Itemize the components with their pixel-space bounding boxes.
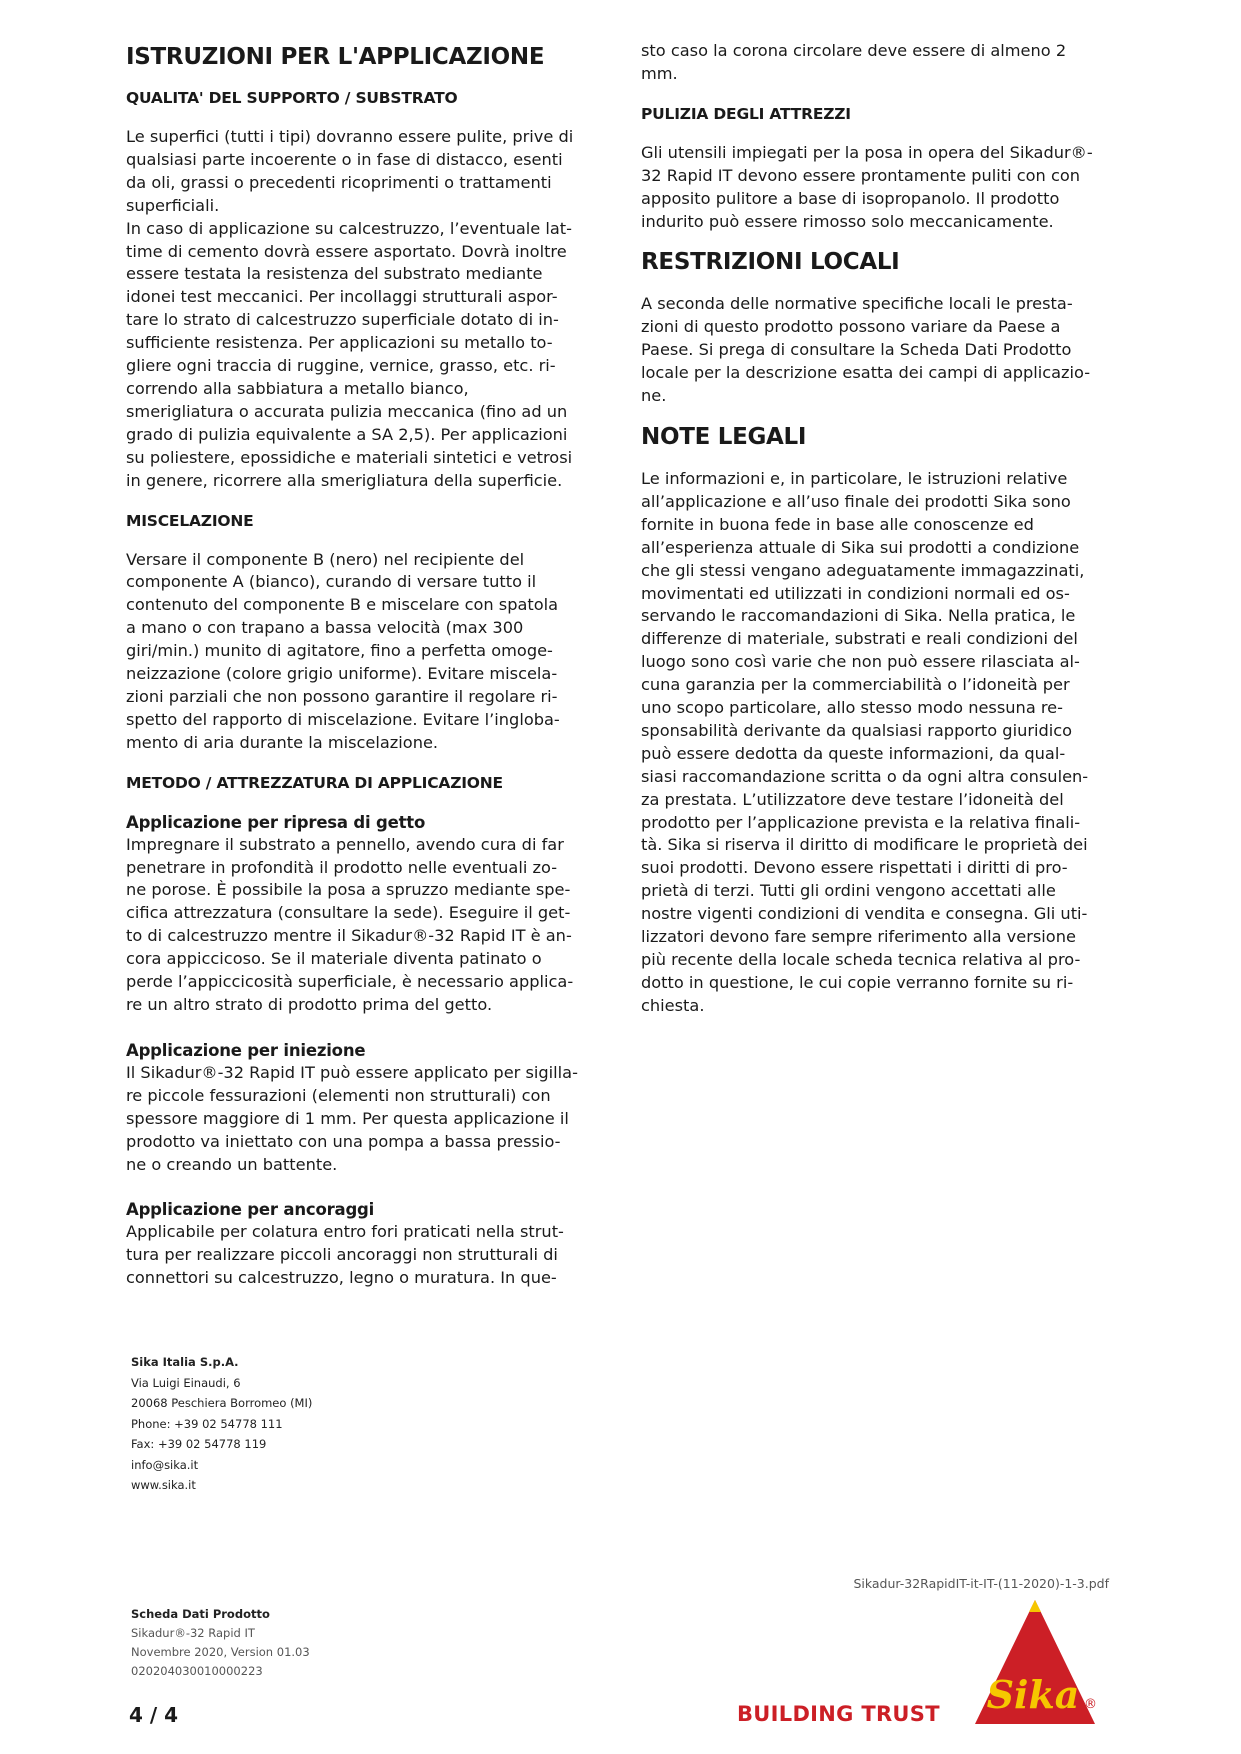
company-name: Sika Italia S.p.A.: [131, 1355, 239, 1369]
application-subheading: Applicazione per iniezione: [126, 1040, 366, 1060]
company-website[interactable]: www.sika.it: [131, 1478, 196, 1492]
page-number: 4 / 4: [129, 1703, 179, 1727]
application-subheading: Applicazione per ripresa di getto: [126, 812, 426, 832]
product-info: [131, 1605, 310, 1681]
product-code: 020204030010000223: [131, 1664, 263, 1678]
building-trust-tagline: BUILDING TRUST: [737, 1702, 940, 1726]
continuation-text: sto caso la corona circolare deve essere di almeno 2 mm.: [641, 41, 1067, 83]
method-heading: METODO / ATTREZZATURA DI APPLICAZIONE: [126, 773, 503, 792]
doc-type: Scheda Dati Prodotto: [131, 1607, 270, 1621]
product-version: Novembre 2020, Version 01.03: [131, 1645, 310, 1659]
legal-heading: NOTE LEGALI: [641, 423, 807, 450]
sika-logo: [963, 1598, 1103, 1728]
left-column: [126, 40, 596, 1290]
cleaning-heading: PULIZIA DEGLI ATTREZZI: [641, 104, 851, 123]
restrictions-heading: RESTRIZIONI LOCALI: [641, 249, 900, 276]
product-name: Sikadur®-32 Rapid IT: [131, 1626, 255, 1640]
application-subheading: Applicazione per ancoraggi: [126, 1200, 375, 1220]
logo-trademark: ®: [1084, 1697, 1097, 1712]
logo-accent: [1029, 1600, 1041, 1612]
substrate-heading: QUALITA' DEL SUPPORTO / SUBSTRATO: [126, 89, 458, 107]
mixing-heading: MISCELAZIONE: [126, 511, 254, 530]
application-text: Applicabile per colatura entro fori praticati nella strut- tura per realizzare piccoli ancoraggi non strutturali di connettori su calcestruzzo, legno o muratura. In que-: [126, 1222, 564, 1288]
document-filename: Sikadur-32RapidIT-it-IT-(11-2020)-1-3.pdf: [853, 1576, 1109, 1591]
right-column: [641, 40, 1111, 1018]
substrate-text: Le superfici (tutti i tipi) dovranno essere pulite, prive di qualsiasi parte incoerente o in fase di distacco, esenti da oli, grassi o precedenti ricoprimenti o trattamenti superficiali. In caso di applicazione su calcestruzzo, l’eventuale lat- time di cemento dovrà essere asportato. Dovrà inoltre essere testata la resistenza del substrato mediante idonei test meccanici. Per incollaggi strutturali aspor- tare lo strato di calcestruzzo superficiale dotato di in- sufficiente resistenza. Per applicazioni su metallo to- gliere ogni traccia di ruggine, vernice, grasso, etc. ri- correndo alla sabbiatura a metallo bianco, smerigliatura o accurata pulizia meccanica (fino ad un grado di pulizia equivalente a SA 2,5). Per applicazioni su poliestere, epossidiche e materiali sintetici e vetrosi in genere, ricorrere alla smerigliatura della superficie.: [126, 127, 574, 490]
application-text: Il Sikadur®-32 Rapid IT può essere applicato per sigilla- re piccole fessurazioni (elementi non strutturali) con spessore maggiore di 1 mm. Per questa applicazione il prodotto va iniettato con una pompa a bassa pressio- ne o creando un battente.: [126, 1062, 578, 1174]
company-phone: Phone: +39 02 54778 111: [131, 1416, 283, 1431]
company-address: [131, 1352, 312, 1496]
company-fax: Fax: +39 02 54778 119: [131, 1437, 267, 1451]
cleaning-text: Gli utensili impiegati per la posa in opera del Sikadur®- 32 Rapid IT devono essere prontamente puliti con con apposito pulitore a base di isopropanolo. Il prodotto indurito può essere rimosso solo meccanicamente.: [641, 142, 1093, 231]
company-street: Via Luigi Einaudi, 6: [131, 1375, 241, 1390]
company-city: 20068 Peschiera Borromeo (MI): [131, 1396, 313, 1410]
legal-text: Le informazioni e, in particolare, le istruzioni relative all’applicazione e all’uso finale dei prodotti Sika sono fornite in buona fede in base alle conoscenze ed all’esperienza attuale di Sika sui prodotti a condizione che gli stessi vengano adeguatamente immagazzinati, movimentati ed utilizzati in condizioni normali ed os- servando le raccomandazioni di Sika. Nella pratica, le differenze di materiale, substrati e reali condizioni del luogo sono così varie che non può essere rilasciata al- cuna garanzia per la commerciabilità o l’idoneità per uno scopo particolare, allo stesso modo nessuna re- sponsabilità derivante da qualsiasi rapporto giuridico può essere dedotta da queste informazioni, da qual- siasi raccomandazione scritta o da ogni altra consulen- za prestata. L’utilizzatore deve testare l’idoneità del prodotto per l’applicazione prevista e la relativa finali- tà. Sika si riserva il diritto di modificare le proprietà dei suoi prodotti. Devono essere rispettati i diritti di pro- prietà di terzi. Tutti gli ordini vengono accettati alle nostre vigenti condizioni di vendita e consegna. Gli uti- lizzatori devono fare sempre riferimento alla versione più recente della locale scheda tecnica relativa al pro- dotto in questione, le cui copie verranno fornite su ri- chiesta.: [641, 468, 1089, 1015]
application-text: Impregnare il substrato a pennello, avendo cura di far penetrare in profondità il prodotto nelle eventuali zo- ne porose. È possibile la posa a spruzzo mediante spe- cifica attrezzatura (consultare la sede). Eseguire il get- to di calcestruzzo mentre il Sikadur®-32 Rapid IT è an- cora appiccicoso. Se il materiale diventa patinato o perde l’appiccicosità superficiale, è necessario applica- re un altro strato di prodotto prima del getto.: [126, 834, 574, 1014]
section-title: ISTRUZIONI PER L'APPLICAZIONE: [126, 44, 545, 70]
restrictions-text: A seconda delle normative specifiche locali le presta- zioni di questo prodotto possono variare da Paese a Paese. Si prega di consultare la Scheda Dati Prodotto locale per la descrizione esatta dei campi di applicazio- ne.: [641, 294, 1091, 406]
mixing-text: Versare il componente B (nero) nel recipiente del componente A (bianco), curando di versare tutto il contenuto del componente B e miscelare con spatola a mano o con trapano a bassa velocità (max 300 giri/min.) munito di agitatore, fino a perfetta omoge- neizzazione (colore grigio uniforme). Evitare miscela- zioni parziali che non possono garantire il regolare ri- spetto del rapporto di miscelazione. Evitare l’ingloba- mento di aria durante la miscelazione.: [126, 549, 560, 752]
logo-wordmark: Sika: [986, 1672, 1080, 1717]
company-email[interactable]: info@sika.it: [131, 1457, 199, 1472]
